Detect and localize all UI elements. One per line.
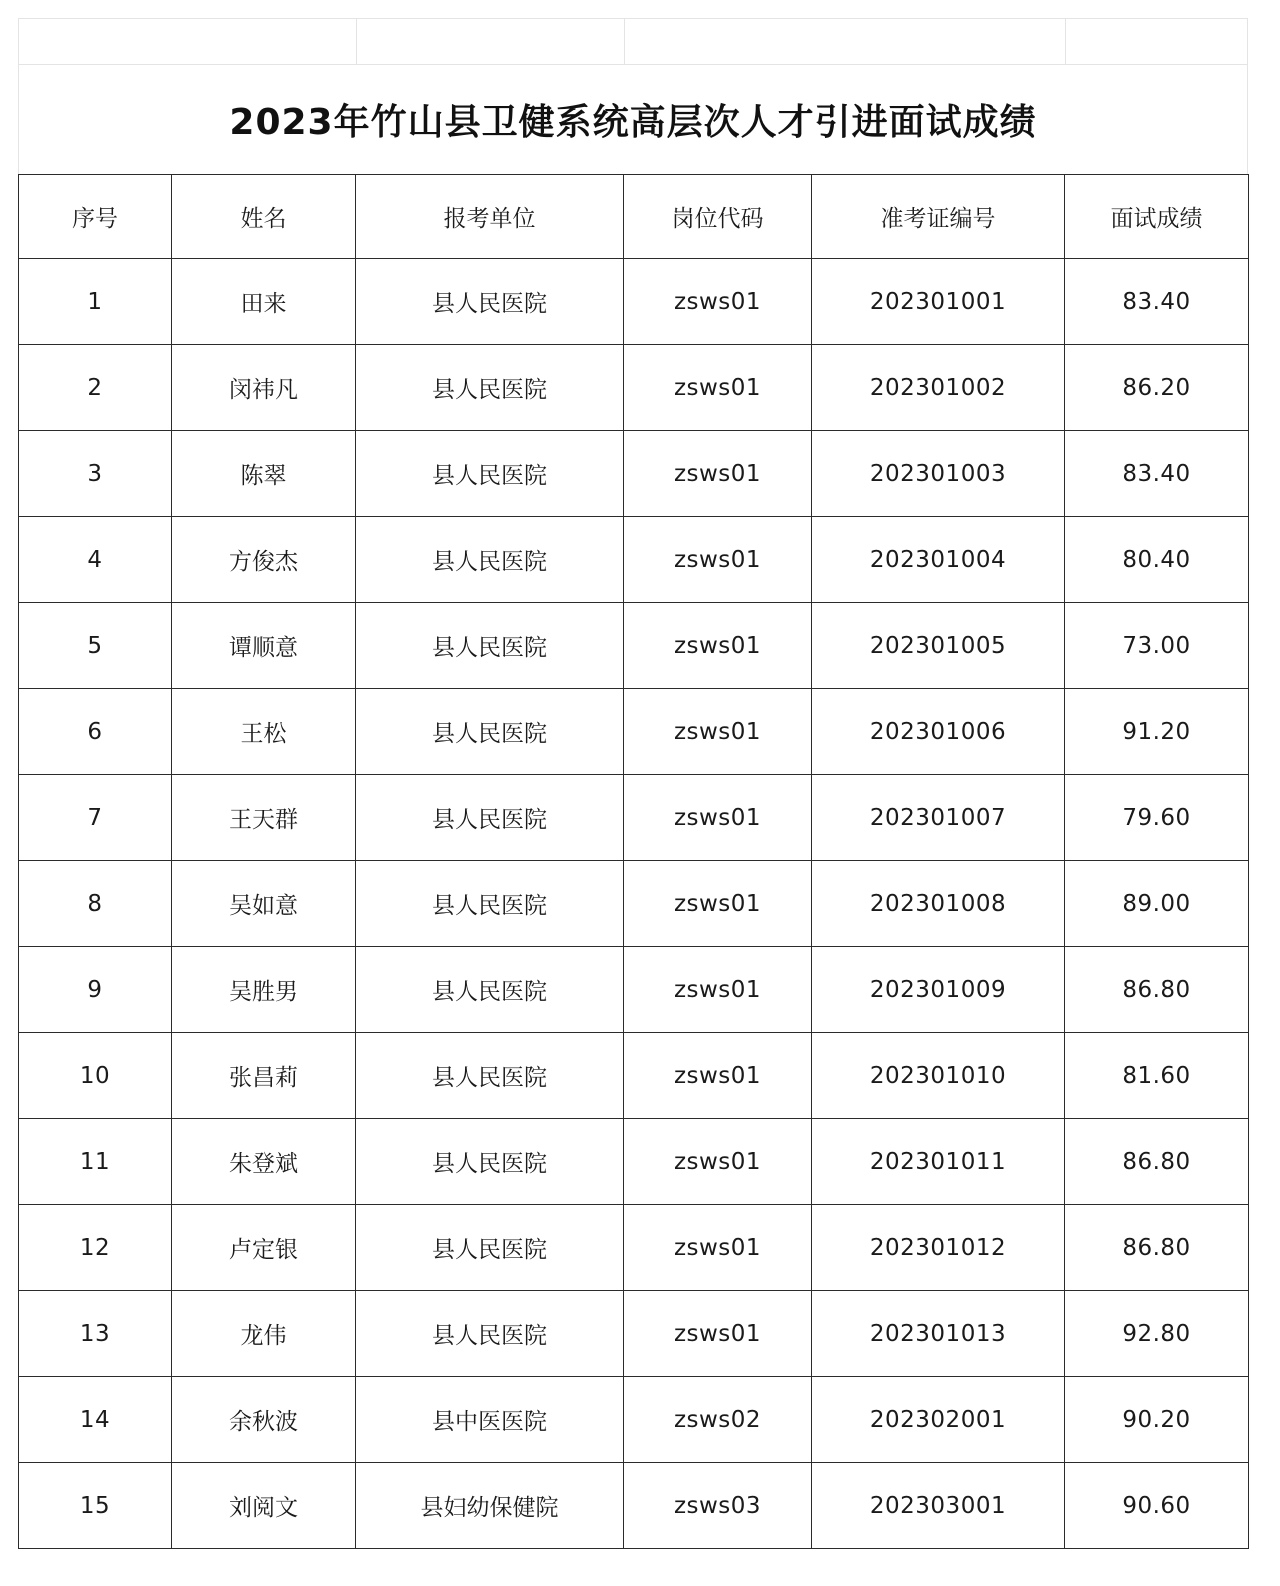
cell-ticket-number: 202302001 xyxy=(812,1377,1065,1463)
cell-ticket-number: 202301004 xyxy=(812,517,1065,603)
cell-ticket-number: 202301012 xyxy=(812,1205,1065,1291)
cell-ticket-number: 202301003 xyxy=(812,431,1065,517)
table-body xyxy=(19,259,1249,1549)
header-interview-score: 面试成绩 xyxy=(1065,175,1249,259)
cell-index: 2 xyxy=(19,345,172,431)
cell-position-code: zsws01 xyxy=(624,1119,812,1205)
cell-name: 朱登斌 xyxy=(172,1119,356,1205)
score-table xyxy=(18,174,1249,1549)
gridline xyxy=(1065,19,1066,64)
cell-ticket-number: 202301010 xyxy=(812,1033,1065,1119)
cell-ticket-number: 202301005 xyxy=(812,603,1065,689)
cell-interview-score: 79.60 xyxy=(1065,775,1249,861)
header-index: 序号 xyxy=(19,175,172,259)
title-band xyxy=(18,64,1248,174)
table-row xyxy=(19,345,1249,431)
cell-interview-score: 86.80 xyxy=(1065,1205,1249,1291)
cell-ticket-number: 202301006 xyxy=(812,689,1065,775)
cell-position-code: zsws01 xyxy=(624,603,812,689)
cell-unit: 县人民医院 xyxy=(356,1033,624,1119)
table-row xyxy=(19,431,1249,517)
cell-ticket-number: 202301013 xyxy=(812,1291,1065,1377)
table-row xyxy=(19,1377,1249,1463)
cell-ticket-number: 202301008 xyxy=(812,861,1065,947)
cell-index: 5 xyxy=(19,603,172,689)
cell-interview-score: 80.40 xyxy=(1065,517,1249,603)
cell-ticket-number: 202301002 xyxy=(812,345,1065,431)
header-unit: 报考单位 xyxy=(356,175,624,259)
table-row xyxy=(19,1205,1249,1291)
cell-position-code: zsws01 xyxy=(624,1291,812,1377)
table-row xyxy=(19,1463,1249,1549)
cell-interview-score: 86.80 xyxy=(1065,947,1249,1033)
cell-position-code: zsws01 xyxy=(624,517,812,603)
table-row xyxy=(19,1119,1249,1205)
cell-name: 谭顺意 xyxy=(172,603,356,689)
cell-position-code: zsws01 xyxy=(624,259,812,345)
cell-position-code: zsws01 xyxy=(624,431,812,517)
cell-position-code: zsws01 xyxy=(624,689,812,775)
cell-interview-score: 86.80 xyxy=(1065,1119,1249,1205)
cell-name: 王天群 xyxy=(172,775,356,861)
cell-position-code: zsws01 xyxy=(624,1205,812,1291)
cell-index: 10 xyxy=(19,1033,172,1119)
gridline xyxy=(624,19,625,64)
cell-index: 8 xyxy=(19,861,172,947)
cell-unit: 县人民医院 xyxy=(356,1119,624,1205)
table-header-row xyxy=(19,175,1249,259)
cell-ticket-number: 202301011 xyxy=(812,1119,1065,1205)
cell-unit: 县人民医院 xyxy=(356,345,624,431)
cell-unit: 县妇幼保健院 xyxy=(356,1463,624,1549)
cell-index: 9 xyxy=(19,947,172,1033)
table-row xyxy=(19,259,1249,345)
table-row xyxy=(19,947,1249,1033)
cell-index: 15 xyxy=(19,1463,172,1549)
header-position-code: 岗位代码 xyxy=(624,175,812,259)
cell-ticket-number: 202303001 xyxy=(812,1463,1065,1549)
table-row xyxy=(19,1291,1249,1377)
page-title: 2023年竹山县卫健系统高层次人才引进面试成绩 xyxy=(229,102,1037,143)
cell-interview-score: 90.20 xyxy=(1065,1377,1249,1463)
gridline xyxy=(356,19,357,64)
cell-name: 龙伟 xyxy=(172,1291,356,1377)
spreadsheet-gridlines xyxy=(18,18,1248,64)
table-row xyxy=(19,689,1249,775)
cell-index: 14 xyxy=(19,1377,172,1463)
cell-name: 田来 xyxy=(172,259,356,345)
cell-index: 11 xyxy=(19,1119,172,1205)
cell-position-code: zsws02 xyxy=(624,1377,812,1463)
cell-unit: 县人民医院 xyxy=(356,431,624,517)
cell-name: 卢定银 xyxy=(172,1205,356,1291)
score-sheet xyxy=(18,18,1248,1549)
cell-unit: 县人民医院 xyxy=(356,775,624,861)
cell-unit: 县人民医院 xyxy=(356,947,624,1033)
cell-position-code: zsws01 xyxy=(624,947,812,1033)
cell-name: 吴胜男 xyxy=(172,947,356,1033)
cell-interview-score: 89.00 xyxy=(1065,861,1249,947)
cell-name: 吴如意 xyxy=(172,861,356,947)
cell-interview-score: 73.00 xyxy=(1065,603,1249,689)
cell-index: 13 xyxy=(19,1291,172,1377)
cell-interview-score: 90.60 xyxy=(1065,1463,1249,1549)
cell-name: 余秋波 xyxy=(172,1377,356,1463)
cell-interview-score: 91.20 xyxy=(1065,689,1249,775)
cell-interview-score: 92.80 xyxy=(1065,1291,1249,1377)
cell-position-code: zsws01 xyxy=(624,345,812,431)
cell-interview-score: 81.60 xyxy=(1065,1033,1249,1119)
table-row xyxy=(19,1033,1249,1119)
cell-unit: 县人民医院 xyxy=(356,603,624,689)
cell-index: 12 xyxy=(19,1205,172,1291)
header-ticket-number: 准考证编号 xyxy=(812,175,1065,259)
cell-interview-score: 83.40 xyxy=(1065,431,1249,517)
cell-unit: 县人民医院 xyxy=(356,1291,624,1377)
cell-name: 方俊杰 xyxy=(172,517,356,603)
cell-name: 张昌莉 xyxy=(172,1033,356,1119)
table-row xyxy=(19,517,1249,603)
cell-name: 王松 xyxy=(172,689,356,775)
cell-position-code: zsws03 xyxy=(624,1463,812,1549)
cell-unit: 县人民医院 xyxy=(356,689,624,775)
cell-position-code: zsws01 xyxy=(624,775,812,861)
cell-index: 1 xyxy=(19,259,172,345)
cell-position-code: zsws01 xyxy=(624,861,812,947)
cell-index: 4 xyxy=(19,517,172,603)
header-name: 姓名 xyxy=(172,175,356,259)
table-row xyxy=(19,775,1249,861)
cell-index: 6 xyxy=(19,689,172,775)
cell-unit: 县人民医院 xyxy=(356,259,624,345)
cell-index: 7 xyxy=(19,775,172,861)
cell-ticket-number: 202301001 xyxy=(812,259,1065,345)
cell-unit: 县人民医院 xyxy=(356,517,624,603)
table-row xyxy=(19,861,1249,947)
cell-unit: 县中医医院 xyxy=(356,1377,624,1463)
cell-interview-score: 83.40 xyxy=(1065,259,1249,345)
cell-unit: 县人民医院 xyxy=(356,1205,624,1291)
cell-name: 陈翠 xyxy=(172,431,356,517)
cell-unit: 县人民医院 xyxy=(356,861,624,947)
cell-index: 3 xyxy=(19,431,172,517)
cell-ticket-number: 202301007 xyxy=(812,775,1065,861)
cell-position-code: zsws01 xyxy=(624,1033,812,1119)
cell-name: 闵祎凡 xyxy=(172,345,356,431)
table-row xyxy=(19,603,1249,689)
cell-name: 刘阅文 xyxy=(172,1463,356,1549)
cell-ticket-number: 202301009 xyxy=(812,947,1065,1033)
cell-interview-score: 86.20 xyxy=(1065,345,1249,431)
